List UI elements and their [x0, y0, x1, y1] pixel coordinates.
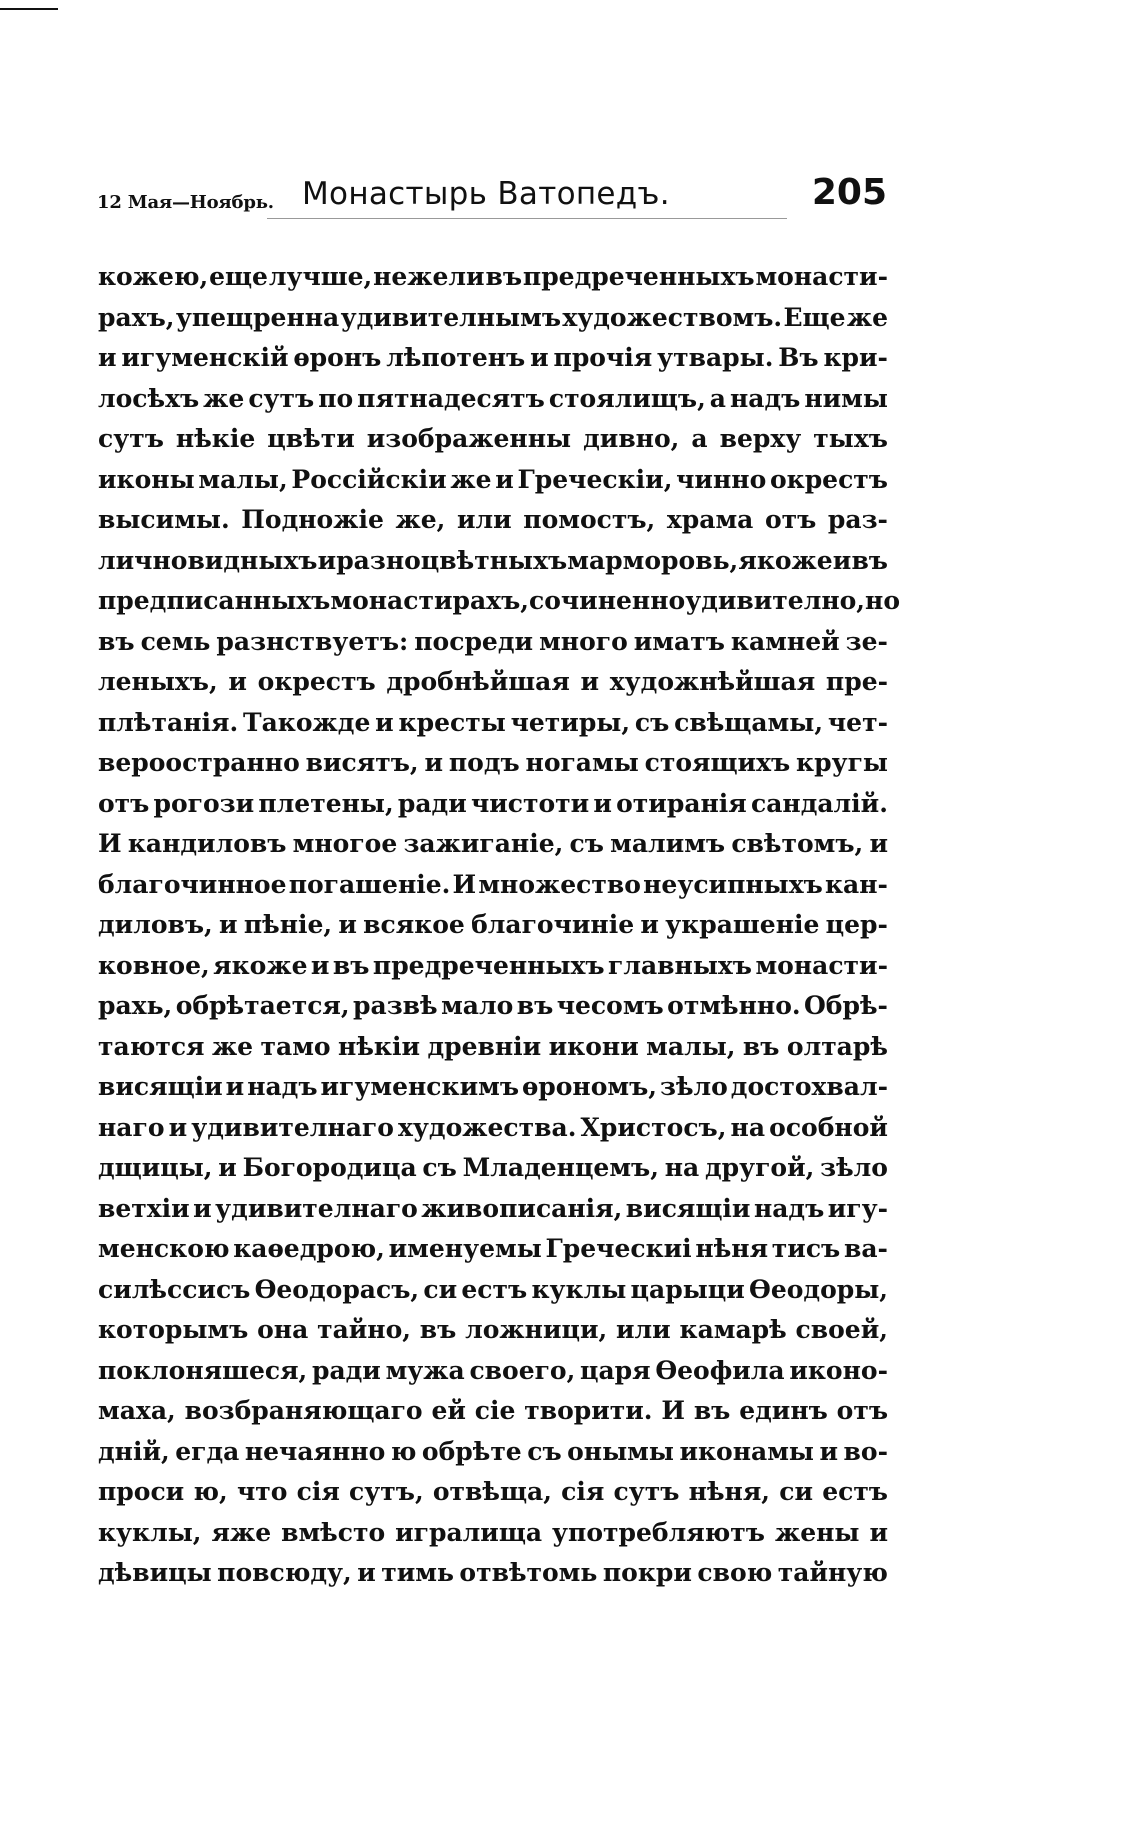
- word: висящіи: [98, 1072, 223, 1101]
- word: цвѣти: [267, 424, 355, 453]
- text-line: [98, 500, 888, 541]
- word: сутъ: [98, 424, 164, 453]
- word: зѣло: [659, 1072, 728, 1101]
- word: удивително,: [685, 586, 866, 615]
- word: множество: [478, 869, 641, 899]
- word: въ: [485, 262, 523, 291]
- text-line: [98, 257, 888, 298]
- word: же: [203, 383, 245, 413]
- word: ю,: [193, 1477, 228, 1506]
- text-line: [98, 622, 888, 663]
- text-line: [98, 1432, 888, 1473]
- word: висятъ,: [305, 748, 419, 777]
- word: каѳедрою,: [233, 1234, 385, 1263]
- word: которымъ: [98, 1315, 249, 1344]
- word: игу-: [827, 1193, 888, 1223]
- word: и: [819, 1436, 839, 1466]
- word: лучше,: [268, 262, 373, 291]
- word: еще: [209, 262, 268, 291]
- word: кан-: [825, 869, 888, 899]
- word: поклоняшеся,: [98, 1355, 308, 1385]
- text-line: [98, 338, 888, 379]
- word: вероостранно: [98, 748, 300, 777]
- word: въ: [419, 1315, 457, 1344]
- word: И: [452, 869, 477, 899]
- word: утвары.: [657, 343, 774, 372]
- word: въ: [742, 1031, 780, 1061]
- word: другой,: [704, 1153, 815, 1182]
- word: Ѳеодоры,: [749, 1274, 888, 1304]
- word: малимъ: [610, 829, 726, 858]
- word: Обрѣ-: [804, 991, 888, 1020]
- word: посреди: [414, 626, 534, 656]
- word: отиранія: [616, 788, 747, 818]
- text-line: [98, 298, 888, 339]
- word: силѣссисъ: [98, 1274, 251, 1304]
- word: же: [211, 1031, 254, 1061]
- word: единъ: [739, 1396, 828, 1425]
- text-line: [98, 824, 888, 865]
- body-text: [98, 257, 900, 1594]
- word: си: [779, 1477, 813, 1506]
- word: и: [869, 829, 888, 858]
- word: въ: [98, 626, 135, 656]
- text-line: [98, 419, 888, 460]
- text-line: [98, 541, 888, 582]
- word: свѣщамы,: [674, 707, 824, 737]
- word: и: [495, 464, 514, 494]
- word: и: [593, 788, 612, 818]
- word: надъ: [729, 383, 801, 413]
- word: Греческіи,: [517, 464, 673, 494]
- word: и: [424, 748, 443, 777]
- word: отвѣща,: [432, 1477, 552, 1506]
- word: нежели: [373, 262, 485, 291]
- word: Богородица: [242, 1153, 417, 1182]
- word: по: [318, 383, 354, 413]
- word: Еще: [783, 302, 846, 332]
- word: благочиніе: [471, 910, 635, 939]
- word: зажиганіе,: [403, 829, 564, 858]
- word: творити.: [524, 1396, 653, 1425]
- word: художествомъ.: [562, 302, 783, 332]
- word: мало: [441, 991, 514, 1020]
- word: покри: [602, 1558, 692, 1587]
- word: кожею,: [98, 262, 209, 291]
- word: удивителнымъ: [340, 302, 562, 332]
- word: но: [865, 586, 900, 615]
- word: чесомъ: [556, 991, 664, 1020]
- word: наго: [98, 1112, 165, 1142]
- word: и: [640, 910, 659, 939]
- word: художества.: [398, 1112, 577, 1142]
- word: она: [257, 1315, 309, 1344]
- word: иконо-: [789, 1355, 888, 1385]
- word: лосѣхъ: [98, 383, 200, 413]
- word: и: [317, 545, 337, 575]
- text-line: [98, 1513, 888, 1554]
- text-line: [98, 379, 888, 420]
- word: и: [580, 667, 600, 696]
- word: и: [98, 343, 117, 372]
- word: на: [730, 1112, 766, 1142]
- word: же: [450, 464, 492, 494]
- word: обрѣте: [421, 1436, 522, 1466]
- word: таются: [98, 1031, 205, 1061]
- word: малы,: [198, 464, 288, 494]
- word: жены: [774, 1517, 860, 1547]
- word: якоже: [738, 545, 833, 575]
- word: удивителнаго: [191, 1112, 394, 1142]
- text-line: [98, 1189, 888, 1230]
- word: тимь: [381, 1558, 454, 1587]
- word: четиры,: [510, 707, 631, 737]
- word: на: [664, 1153, 700, 1182]
- text-line: [98, 1553, 888, 1594]
- word: малы,: [646, 1031, 736, 1061]
- word: сочиненно: [528, 586, 686, 615]
- word: особной: [769, 1112, 888, 1142]
- running-date: 12 Мая—Ноябрь.: [97, 192, 274, 213]
- word: же,: [395, 505, 446, 534]
- word: прочія: [553, 343, 653, 372]
- word: отъ: [836, 1396, 888, 1425]
- word: сутъ: [248, 383, 315, 413]
- word: леныхъ,: [98, 667, 218, 696]
- word: или: [456, 505, 512, 534]
- text-line: [98, 460, 888, 501]
- word: и: [530, 343, 549, 372]
- word: пре-: [825, 667, 888, 696]
- word: тайно,: [317, 1315, 411, 1344]
- word: изображенны: [366, 424, 572, 453]
- word: камней: [730, 626, 840, 656]
- word: диловъ,: [98, 910, 213, 939]
- word: во-: [843, 1436, 888, 1466]
- word: дробнѣйшая: [386, 667, 570, 696]
- word: дній,: [98, 1436, 170, 1466]
- word: Въ: [778, 343, 819, 372]
- word: тисъ: [771, 1234, 841, 1263]
- word: икони: [548, 1031, 639, 1061]
- word: ѳронъ: [293, 343, 382, 372]
- word: сандалій.: [750, 788, 888, 818]
- word: раз-: [827, 505, 888, 534]
- word: высимы.: [98, 505, 230, 534]
- word: предписанныхъ: [98, 586, 331, 615]
- word: удивителнаго: [215, 1193, 418, 1223]
- word: нѣня,: [688, 1477, 771, 1506]
- word: ю: [390, 1436, 417, 1466]
- word: отвѣтомь: [459, 1558, 598, 1587]
- text-line: [98, 743, 888, 784]
- word: сія: [561, 1477, 605, 1506]
- scan-edge-mark: [0, 8, 58, 10]
- word: иконы: [98, 464, 195, 494]
- text-line: [98, 581, 900, 622]
- word: куклы,: [98, 1517, 202, 1547]
- word: окрестъ: [769, 464, 888, 494]
- text-line: [98, 905, 888, 946]
- text-line: [98, 1270, 888, 1311]
- word: и: [218, 1153, 237, 1182]
- text-line: [98, 703, 888, 744]
- word: царя: [580, 1355, 651, 1385]
- word: и: [168, 1112, 188, 1142]
- word: отмѣнно.: [667, 991, 801, 1020]
- word: надъ: [753, 1193, 825, 1223]
- word: неусипныхъ: [643, 869, 823, 899]
- word: и: [869, 1517, 888, 1547]
- word: ради: [397, 788, 467, 818]
- word: дивно,: [583, 424, 680, 453]
- word: ей: [431, 1396, 466, 1425]
- word: нѣкіи: [338, 1031, 421, 1061]
- word: монасти-: [755, 262, 888, 291]
- text-line: [98, 1027, 888, 1068]
- word: мужа: [385, 1355, 465, 1385]
- word: тыхъ: [813, 424, 888, 453]
- word: съ: [634, 707, 670, 737]
- word: предреченныхъ: [522, 262, 755, 291]
- word: Младенцемъ,: [462, 1153, 659, 1182]
- word: что: [236, 1477, 288, 1506]
- word: храма: [666, 505, 754, 534]
- word: благочинное: [98, 869, 287, 899]
- text-line: [98, 1229, 888, 1270]
- word: плѣтанія.: [98, 707, 239, 737]
- word: съ: [527, 1436, 562, 1466]
- word: главныхъ: [608, 950, 752, 980]
- word: и: [832, 545, 852, 575]
- word: чет-: [827, 707, 888, 737]
- text-line: [98, 865, 888, 906]
- word: ветхіи: [98, 1193, 190, 1223]
- word: тамо: [260, 1031, 331, 1061]
- word: стоялищъ,: [548, 383, 706, 413]
- word: ради: [311, 1355, 381, 1385]
- word: украшеніе: [665, 910, 820, 939]
- word: Подножіе: [241, 505, 384, 534]
- word: верху: [719, 424, 802, 453]
- word: въ: [851, 545, 888, 575]
- word: кандиловъ: [127, 829, 287, 858]
- word: иконамы: [679, 1436, 814, 1466]
- word: царыци: [630, 1274, 745, 1304]
- word: а: [709, 383, 726, 413]
- word: ковное,: [98, 950, 210, 980]
- text-line: [98, 986, 888, 1027]
- word: и: [228, 667, 247, 696]
- word: дщицы,: [98, 1153, 213, 1182]
- word: менскою: [98, 1234, 230, 1263]
- word: ногамы: [525, 748, 639, 777]
- word: или: [616, 1315, 671, 1344]
- word: надъ: [247, 1072, 318, 1101]
- word: многое: [292, 829, 398, 858]
- word: личновидныхъ: [98, 545, 318, 575]
- word: Россійскіи: [291, 464, 447, 494]
- word: ложници,: [465, 1315, 608, 1344]
- word: древніи: [427, 1031, 542, 1061]
- text-line: [98, 1067, 888, 1108]
- text-line: [98, 1391, 888, 1432]
- word: сія: [296, 1477, 340, 1506]
- word: много: [539, 626, 628, 656]
- word: своей,: [795, 1315, 888, 1344]
- word: маха,: [98, 1396, 176, 1425]
- text-line: [98, 1472, 888, 1513]
- word: зѣло: [820, 1153, 888, 1182]
- word: игуменскимъ: [320, 1072, 519, 1101]
- word: и: [219, 910, 238, 939]
- text-line: [98, 1310, 888, 1351]
- word: куклы: [531, 1274, 627, 1304]
- word: живописанія,: [421, 1193, 623, 1223]
- word: а: [691, 424, 708, 453]
- word: и: [193, 1193, 212, 1223]
- word: пятнадесятъ: [357, 383, 545, 413]
- text-line: [98, 1148, 888, 1189]
- word: нимы: [804, 383, 888, 413]
- word: камарѣ: [679, 1315, 787, 1344]
- word: окрестъ: [257, 667, 376, 696]
- word: сіе: [474, 1396, 516, 1425]
- word: дѣвицы: [98, 1558, 212, 1587]
- word: художнѣйшая: [609, 667, 816, 696]
- word: рахъ,: [98, 302, 175, 332]
- word: естъ: [461, 1274, 528, 1304]
- word: ва-: [843, 1234, 888, 1263]
- word: свою: [697, 1558, 773, 1587]
- word: въ: [693, 1396, 731, 1425]
- word: именуемы: [388, 1234, 542, 1263]
- word: упещренна: [175, 302, 340, 332]
- running-header: [97, 172, 887, 222]
- word: подъ: [448, 748, 520, 777]
- word: обрѣтается,: [175, 991, 350, 1020]
- word: Такожде: [243, 707, 371, 737]
- text-line: [98, 1351, 888, 1392]
- word: монасти-: [755, 950, 888, 980]
- word: плетены,: [258, 788, 394, 818]
- word: развѣ: [353, 991, 438, 1020]
- word: рахь,: [98, 991, 173, 1020]
- word: предреченныхъ: [372, 950, 605, 980]
- word: въ: [516, 991, 554, 1020]
- word: ѳрономъ,: [521, 1072, 658, 1101]
- word: вмѣсто: [281, 1517, 386, 1547]
- word: чистоти: [470, 788, 590, 818]
- word: нѣкіе: [175, 424, 256, 453]
- word: своего,: [469, 1355, 576, 1385]
- word: всякое: [363, 910, 465, 939]
- header-rule: [267, 218, 787, 219]
- word: же: [846, 302, 888, 332]
- word: егда: [175, 1436, 240, 1466]
- text-line: [98, 784, 888, 825]
- word: достохвал-: [730, 1072, 888, 1101]
- page-number: 205: [811, 172, 887, 213]
- word: и: [338, 910, 357, 939]
- word: рогози: [153, 788, 255, 818]
- word: И: [661, 1396, 685, 1425]
- word: нечаянно: [244, 1436, 386, 1466]
- word: естъ: [822, 1477, 888, 1506]
- word: разноцвѣтныхъ: [336, 545, 568, 575]
- running-title: Монастырь Ватопедъ.: [302, 176, 670, 212]
- word: и: [357, 1558, 376, 1587]
- word: и: [310, 950, 330, 980]
- word: проси: [98, 1477, 185, 1506]
- word: иматъ: [633, 626, 725, 656]
- word: си: [423, 1274, 458, 1304]
- word: кресты: [398, 707, 506, 737]
- word: якоже: [213, 950, 308, 980]
- word: погашеніе.: [288, 869, 451, 899]
- text-line: [98, 946, 888, 987]
- word: разнствуетъ:: [216, 626, 409, 656]
- word: Ѳеодорасъ,: [254, 1274, 420, 1304]
- word: Христосъ,: [580, 1112, 727, 1142]
- word: онымы: [567, 1436, 674, 1466]
- word: цер-: [825, 910, 888, 939]
- word: отъ: [764, 505, 817, 534]
- word: сутъ: [613, 1477, 680, 1506]
- word: Ѳеофила: [655, 1355, 785, 1385]
- word: зе-: [845, 626, 888, 656]
- word: игралища: [395, 1517, 543, 1547]
- word: висящіи: [625, 1193, 751, 1223]
- word: тайную: [777, 1558, 888, 1587]
- word: Греческиі: [545, 1234, 692, 1263]
- word: свѣтомъ,: [731, 829, 864, 858]
- word: съ: [422, 1153, 457, 1182]
- word: стоящихъ: [644, 748, 791, 777]
- word: возбраняющаго: [184, 1396, 423, 1425]
- word: семь: [140, 626, 211, 656]
- text-line: [98, 1108, 888, 1149]
- word: нѣня: [695, 1234, 769, 1263]
- word: употребляютъ: [552, 1517, 765, 1547]
- word: лѣпотенъ: [386, 343, 526, 372]
- word: и: [225, 1072, 245, 1101]
- word: монастирахъ,: [330, 586, 529, 615]
- word: марморовь,: [567, 545, 739, 575]
- text-line: [98, 662, 888, 703]
- word: И: [98, 829, 122, 858]
- word: съ: [569, 829, 604, 858]
- word: кри-: [823, 343, 888, 372]
- word: игуменскій: [121, 343, 289, 372]
- word: кругы: [796, 748, 888, 777]
- word: отъ: [98, 788, 150, 818]
- word: пѣніе,: [243, 910, 333, 939]
- word: въ: [332, 950, 370, 980]
- word: яже: [211, 1517, 272, 1547]
- word: повсюду,: [217, 1558, 352, 1587]
- word: олтарѣ: [786, 1031, 888, 1061]
- word: чинно: [676, 464, 767, 494]
- word: и: [375, 707, 394, 737]
- word: сутъ,: [349, 1477, 424, 1506]
- word: помостъ,: [523, 505, 656, 534]
